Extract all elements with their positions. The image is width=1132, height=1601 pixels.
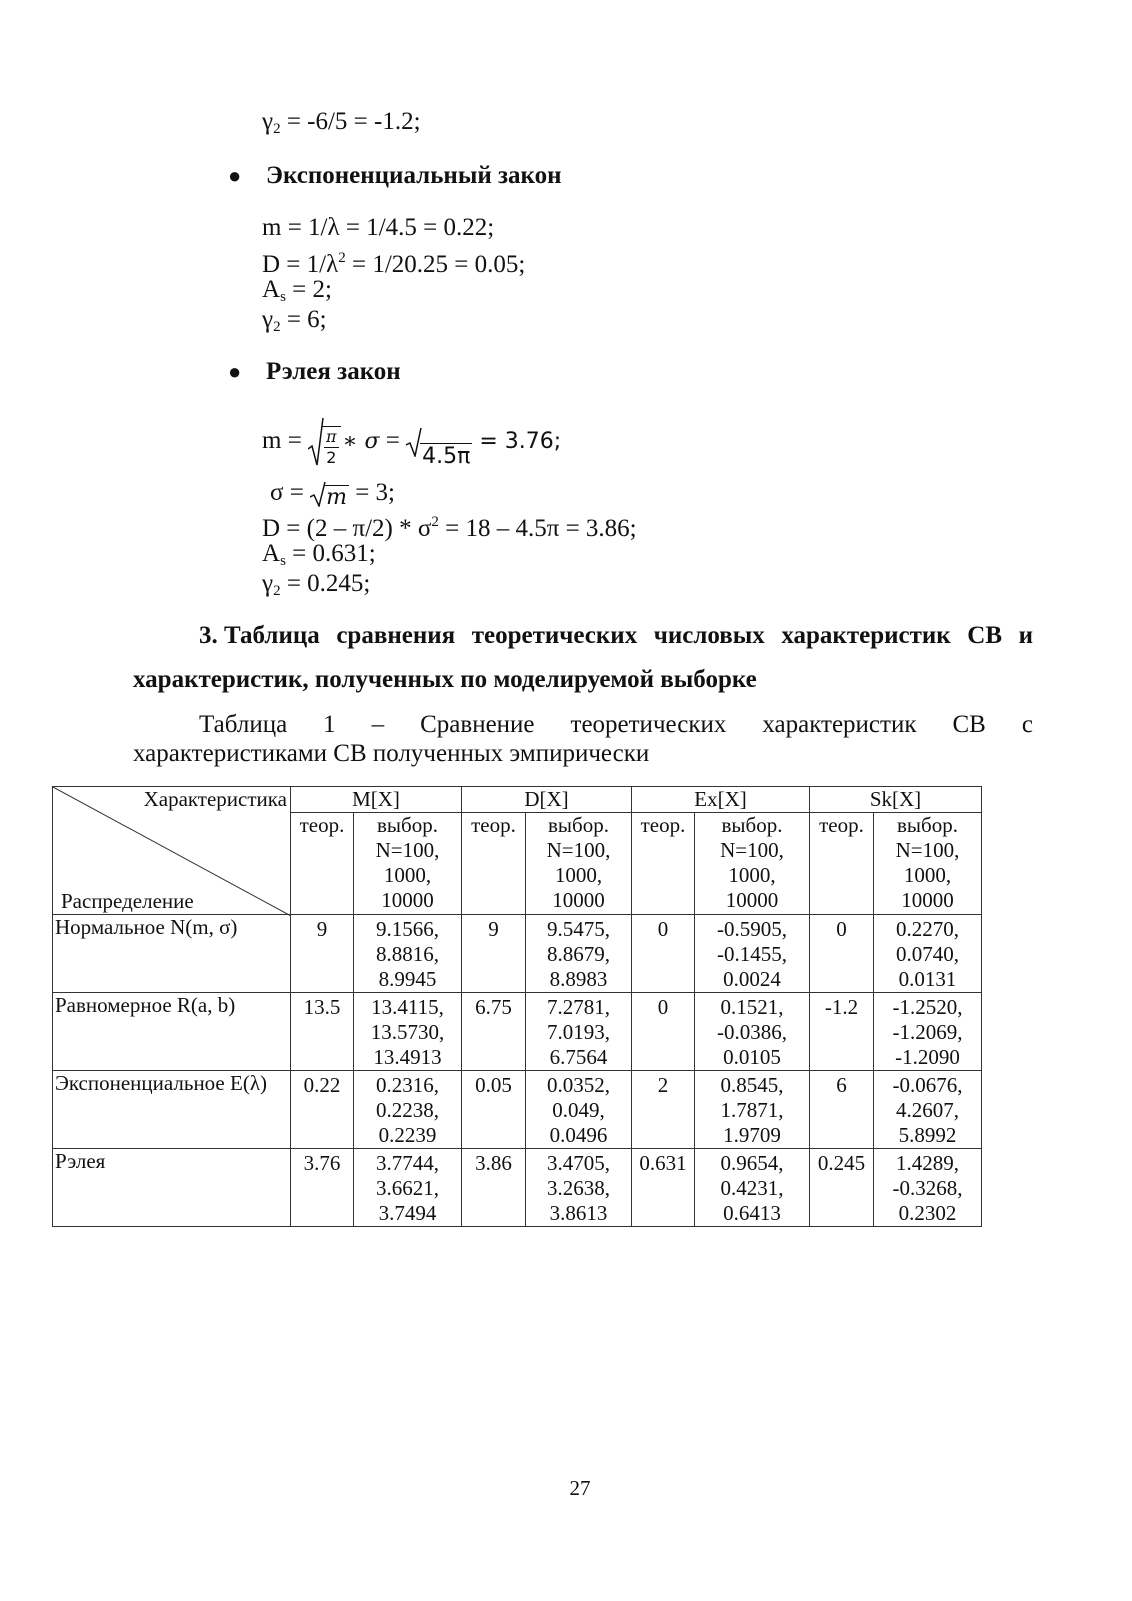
sample-value: -0.1455, xyxy=(717,942,787,966)
sample-value: 6.7564 xyxy=(549,1045,608,1069)
sample-value: 3.8613 xyxy=(549,1201,608,1225)
table-caption xyxy=(133,710,1033,768)
sample-header-line: N=100, xyxy=(720,838,784,863)
sample-header-line: 10000 xyxy=(552,888,605,913)
formula-rayleigh-gamma2: $\gamma_2 = 0.245$; xyxy=(262,570,371,599)
sample-header-line: 10000 xyxy=(381,888,434,913)
sample-value: 13.5730, xyxy=(370,1020,445,1044)
sample-value: 1.9709 xyxy=(723,1123,781,1147)
sample-value: 9.5475, xyxy=(547,917,610,941)
group-header: Sk[X] xyxy=(810,787,982,813)
sample-value: -1.2090 xyxy=(895,1045,960,1069)
section-heading-line1: 3. Таблица сравнения теоретических числовых характеристик СВ и xyxy=(199,622,1033,649)
sample-header-line: выбор. xyxy=(548,813,609,838)
sample-values xyxy=(874,993,982,1071)
theoretical-value: 13.5 xyxy=(291,993,354,1071)
sample-value: 3.7744, xyxy=(376,1151,439,1175)
theoretical-value: 0 xyxy=(632,915,695,993)
formula-exp-d: $D = 1/\lambda^2 = 1/20.25 = 0.05$; xyxy=(262,250,526,278)
sample-header-line: выбор. xyxy=(897,813,958,838)
table-row xyxy=(53,1149,982,1227)
sample-values xyxy=(695,1071,810,1149)
sample-value: -0.0676, xyxy=(892,1073,963,1097)
theor-header: теор. xyxy=(632,813,695,915)
sample-header xyxy=(526,813,632,915)
sample-values xyxy=(526,1071,632,1149)
law-title-exponential: Экспоненциальный закон xyxy=(266,162,562,189)
sample-value: 0.049, xyxy=(552,1098,605,1122)
distribution-name: Равномерное R(a, b) xyxy=(53,993,291,1071)
formula-exp-m: m = 1/λ = 1/4.5 = 0.22; xyxy=(262,214,495,241)
formula-exp-gamma2: $\gamma_2 = 6$; xyxy=(262,306,327,335)
theoretical-value: 2 xyxy=(632,1071,695,1149)
sample-value: -0.3268, xyxy=(892,1176,963,1200)
theoretical-value: 0 xyxy=(810,915,874,993)
sample-value: 0.0105 xyxy=(723,1045,781,1069)
sample-value: 8.8816, xyxy=(376,942,439,966)
table-body xyxy=(53,915,982,1227)
sample-value: 0.1521, xyxy=(720,995,784,1019)
table-caption-line1: Таблица 1 – Сравнение теоретических характеристик СВ с xyxy=(199,711,1033,738)
sample-value: 8.8983 xyxy=(549,967,608,991)
table-header-row xyxy=(53,787,982,813)
formula-rayleigh-sigma: σ = m = 3; xyxy=(270,479,395,510)
sample-value: 8.9945 xyxy=(378,967,437,991)
sample-header-line: 1000, xyxy=(903,863,952,888)
theoretical-value: 0.245 xyxy=(810,1149,874,1227)
sample-value: 1.4289, xyxy=(896,1151,959,1175)
sample-value: 0.2302 xyxy=(898,1201,957,1225)
corner-label-characteristic: Характеристика xyxy=(143,787,287,811)
group-header: D[X] xyxy=(462,787,632,813)
sample-values xyxy=(695,1149,810,1227)
sample-header-line: 1000, xyxy=(728,863,776,888)
table-row xyxy=(53,993,982,1071)
sample-value: 7.2781, xyxy=(547,995,610,1019)
sample-values xyxy=(526,1149,632,1227)
sample-value: 3.7494 xyxy=(378,1201,437,1225)
sample-header-line: N=100, xyxy=(546,838,611,863)
table-row xyxy=(53,1071,982,1149)
comparison-table xyxy=(52,786,982,1227)
sample-value: 13.4115, xyxy=(371,995,444,1019)
sample-value: -1.2520, xyxy=(892,995,963,1019)
sample-value: 0.0024 xyxy=(723,967,781,991)
formula-rayleigh-as: $A_s = 0.631$; xyxy=(262,540,376,569)
sample-value: 0.2238, xyxy=(376,1098,439,1122)
theor-header: теор. xyxy=(291,813,354,915)
sample-value: 0.0740, xyxy=(896,942,959,966)
sample-header-line: N=100, xyxy=(895,838,960,863)
bullet-icon: ● xyxy=(228,359,242,384)
sample-value: 0.4231, xyxy=(720,1176,784,1200)
sample-value: 8.8679, xyxy=(547,942,610,966)
page-number: 27 xyxy=(569,1476,591,1500)
sample-value: 0.2270, xyxy=(896,917,959,941)
section-heading xyxy=(133,614,1033,702)
sample-values xyxy=(526,993,632,1071)
theoretical-value: 0.22 xyxy=(291,1071,354,1149)
formula-gamma2-uniform: $\gamma_2 = -6/5 = -1.2$; xyxy=(262,108,421,137)
theoretical-value: 3.86 xyxy=(462,1149,526,1227)
theoretical-value: 6.75 xyxy=(462,993,526,1071)
formula-rayleigh-m: m = $\frac{\pi}{2}$ ∗ σ = 4.5π = 3.76; xyxy=(262,412,561,471)
law-title-rayleigh: Рэлея закон xyxy=(266,358,401,385)
sample-header-line: N=100, xyxy=(375,838,440,863)
theoretical-value: 9 xyxy=(291,915,354,993)
theoretical-value: 0 xyxy=(632,993,695,1071)
sample-value: 0.0131 xyxy=(898,967,957,991)
sample-value: 7.0193, xyxy=(547,1020,610,1044)
theor-header: теор. xyxy=(462,813,526,915)
sample-value: -1.2069, xyxy=(892,1020,963,1044)
sample-values xyxy=(354,915,462,993)
sample-values xyxy=(874,1071,982,1149)
sample-values xyxy=(354,1149,462,1227)
sample-value: 9.1566, xyxy=(376,917,439,941)
sample-values xyxy=(354,993,462,1071)
sample-value: 0.0352, xyxy=(547,1073,610,1097)
sample-values xyxy=(874,915,982,993)
sample-value: 3.4705, xyxy=(547,1151,610,1175)
corner-cell xyxy=(53,787,291,915)
sample-value: 3.6621, xyxy=(376,1176,439,1200)
distribution-name: Экспоненциальное E(λ) xyxy=(53,1071,291,1149)
sample-header-line: выбор. xyxy=(721,813,783,838)
theoretical-value: 9 xyxy=(462,915,526,993)
sample-values xyxy=(874,1149,982,1227)
sample-value: 3.2638, xyxy=(547,1176,610,1200)
group-header: Ex[X] xyxy=(632,787,810,813)
formula-rayleigh-d: $D = (2 - \pi/2) * \sigma^2 = 18 - 4.5\pi = 3.86$; xyxy=(262,514,637,542)
sample-header-line: 10000 xyxy=(901,888,954,913)
table-caption-line2: характеристиками СВ полученных эмпирически xyxy=(133,740,650,767)
theoretical-value: 3.76 xyxy=(291,1149,354,1227)
sample-value: 0.6413 xyxy=(723,1201,781,1225)
sample-value: 5.8992 xyxy=(898,1123,957,1147)
sample-header xyxy=(874,813,982,915)
group-header: M[X] xyxy=(291,787,462,813)
sample-values xyxy=(695,993,810,1071)
theor-header: теор. xyxy=(810,813,874,915)
theoretical-value: -1.2 xyxy=(810,993,874,1071)
sample-values xyxy=(526,915,632,993)
sample-header-line: выбор. xyxy=(377,813,438,838)
sample-header xyxy=(695,813,810,915)
sample-value: -0.5905, xyxy=(717,917,787,941)
sample-value: 0.2316, xyxy=(376,1073,439,1097)
theoretical-value: 0.631 xyxy=(632,1149,695,1227)
distribution-name: Нормальное N(m, σ) xyxy=(53,915,291,993)
table-row xyxy=(53,915,982,993)
sample-header-line: 1000, xyxy=(383,863,432,888)
sample-header-line: 10000 xyxy=(725,888,779,913)
sample-value: 4.2607, xyxy=(896,1098,959,1122)
sample-value: 13.4913 xyxy=(373,1045,442,1069)
bullet-icon: ● xyxy=(228,163,242,188)
section-heading-line2: характеристик, полученных по моделируемой выборке xyxy=(133,666,757,693)
sample-header-line: 1000, xyxy=(554,863,603,888)
sample-value: 1.7871, xyxy=(720,1098,784,1122)
sample-value: 0.8545, xyxy=(720,1073,784,1097)
sample-value: -0.0386, xyxy=(717,1020,787,1044)
sample-header xyxy=(354,813,462,915)
distribution-name: Рэлея xyxy=(53,1149,291,1227)
theoretical-value: 0.05 xyxy=(462,1071,526,1149)
formula-exp-as: $A_s = 2$; xyxy=(262,276,332,305)
sample-value: 0.0496 xyxy=(549,1123,608,1147)
sample-value: 0.9654, xyxy=(720,1151,784,1175)
sample-values xyxy=(695,915,810,993)
sample-value: 0.2239 xyxy=(378,1123,437,1147)
corner-label-distribution: Распределение xyxy=(61,889,194,913)
theoretical-value: 6 xyxy=(810,1071,874,1149)
sample-values xyxy=(354,1071,462,1149)
